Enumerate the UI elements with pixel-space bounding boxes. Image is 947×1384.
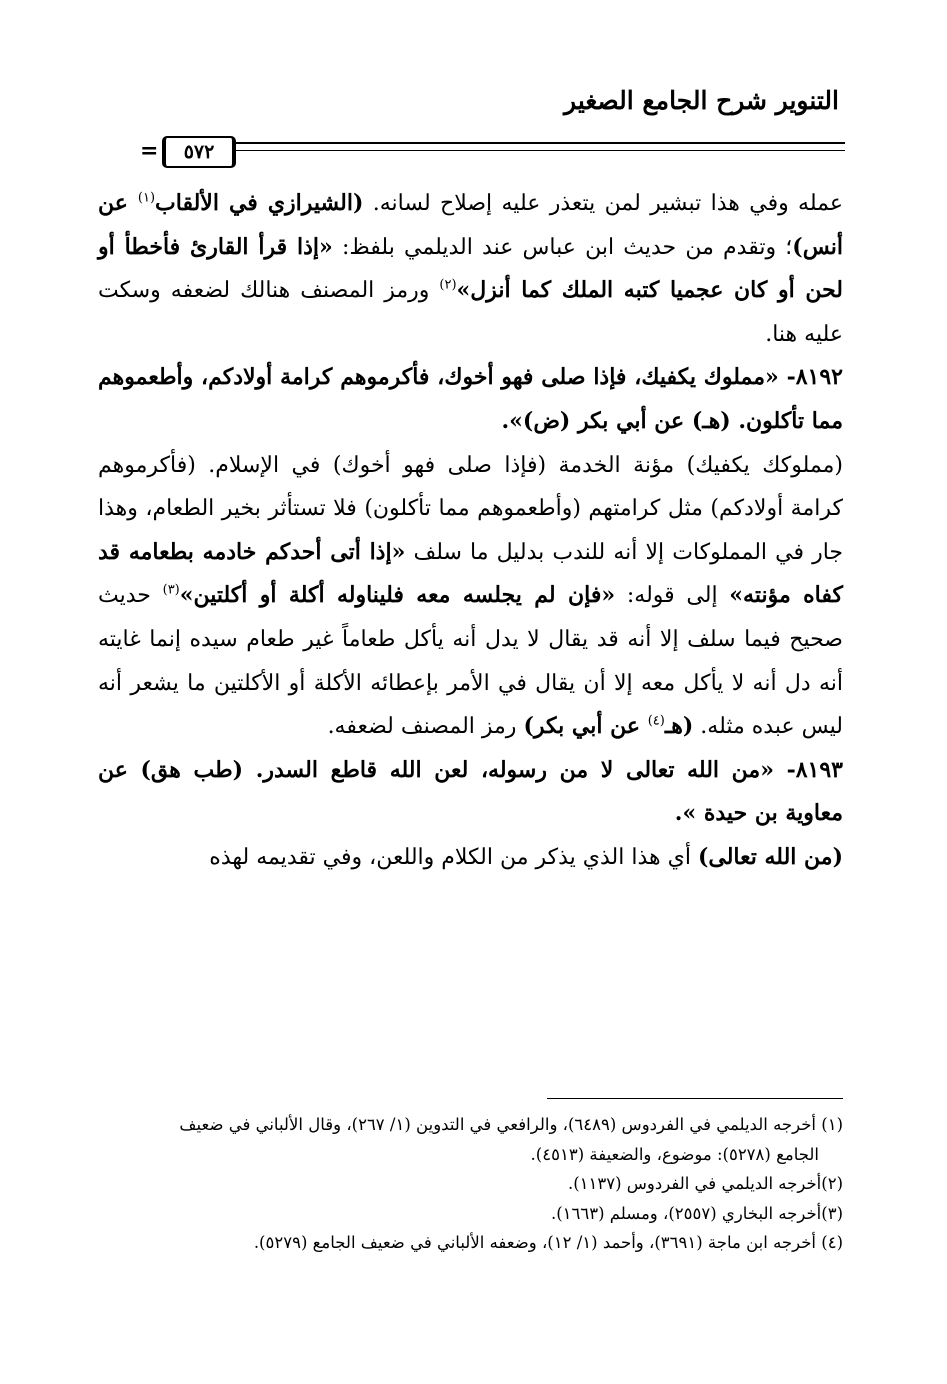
source-ref: (من الله تعالى) bbox=[697, 843, 843, 870]
running-title: التنوير شرح الجامع الصغير bbox=[564, 86, 839, 115]
text-run: أي هذا الذي يذكر من الكلام واللعن، وفي تقديمه لهذه bbox=[209, 844, 698, 870]
footnote-ref-4[interactable]: (٤) bbox=[647, 713, 665, 729]
footnote-2: (٢)أخرجه الديلمي في الفردوس (١١٣٧). bbox=[567, 1174, 843, 1193]
hadith-heading-8192: ٨١٩٢- «مملوك يكفيك، فإذا صلى فهو أخوك، فأكرموهم كرامة أولادكم، وأطعموهم مما تأكلون. (هـ) عن أبي بكر (ض)». bbox=[98, 364, 843, 434]
text-run: ؛ وتقدم من حديث ابن عباس عند الديلمي بلفظ: bbox=[332, 234, 793, 260]
text-run: عمله وفي هذا تبشير لمن يتعذر عليه إصلاح لسانه. bbox=[363, 191, 843, 216]
source-ref: (الشيرازي في الألقاب bbox=[155, 190, 364, 216]
double-rule-line bbox=[236, 142, 845, 151]
source-ref: عن أنس) bbox=[98, 190, 843, 260]
hadith-quote: «إذا أتى أحدكم خادمه بطعامه قد كفاه مؤنته» bbox=[98, 538, 843, 609]
source-ref: عن أبي بكر) bbox=[523, 713, 648, 740]
text-run: إلى قوله: bbox=[615, 583, 730, 609]
header-marker: = bbox=[140, 138, 159, 164]
text-run: حديث صحيح فيما سلف إلا أنه قد يقال لا يدل أنه يأكل طعاماً غير طعام سيده إنما غايته أنه دل أنه لا يأكل معه إلا أن يقال في الأمر بإعطائه الأكلة أو الأكلتين ما يشعر أنه ليس عبده مثله. bbox=[98, 583, 843, 740]
footnote-ref-3[interactable]: (٣) bbox=[162, 583, 180, 599]
footnote-ref-1[interactable]: (١) bbox=[137, 190, 156, 206]
header-rule bbox=[140, 132, 845, 172]
page-number: ٥٧٢ bbox=[162, 136, 236, 168]
text-run: ورمز المصنف هنالك لضعفه وسكت عليه هنا. bbox=[98, 278, 843, 347]
paragraph-2 bbox=[98, 444, 843, 749]
footnote-1-continued: الجامع (٥٢٧٨): موضوع، والضعيفة (٤٥١٣). bbox=[530, 1144, 819, 1164]
hadith-quote: «فإن لم يجلسه معه فليناوله أكلة أو أكلتين» bbox=[179, 582, 616, 609]
paragraph-3 bbox=[98, 836, 843, 880]
footnote-3: (٣)أخرجه البخاري (٢٥٥٧)، ومسلم (١٦٦٣). bbox=[550, 1203, 843, 1223]
hadith-heading-8193: ٨١٩٣- «من الله تعالى لا من رسوله، لعن الله قاطع السدر. (طب هق) عن معاوية بن حيدة ». bbox=[98, 756, 843, 827]
footnote-1: (١) أخرجه الديلمي في الفردوس (٦٤٨٩)، والرافعي في التدوين (١/ ٢٦٧)، وقال الألباني في ضعيف bbox=[179, 1115, 843, 1134]
text-run: (مملوكك يكفيك) مؤنة الخدمة (فإذا صلى فهو أخوك) في الإسلام. (فأكرموهم كرامة أولادكم) مثل كرامتهم (وأطعموهم مما تأكلون) فلا تستأثر بخير الطعام، وهذا جار في المملوكات إلا أنه للندب بدليل ما سلف bbox=[98, 452, 844, 565]
footnotes bbox=[98, 1110, 843, 1258]
footnote-ref-2[interactable]: (٢) bbox=[439, 277, 457, 293]
source-ref: (هـ bbox=[664, 713, 694, 740]
footnote-separator bbox=[547, 1098, 843, 1099]
main-text bbox=[98, 182, 843, 880]
hadith-quote: «إذا قرأ القارئ فأخطأ أو لحن أو كان عجميا كتبه الملك كما أنزل» bbox=[98, 233, 843, 304]
paragraph-1 bbox=[98, 182, 843, 356]
footnote-4: (٤) أخرجه ابن ماجة (٣٦٩١)، وأحمد (١/ ١٢)، وضعفه الألباني في ضعيف الجامع (٥٢٧٩). bbox=[253, 1233, 843, 1252]
text-run: رمز المصنف لضعفه. bbox=[327, 714, 524, 740]
